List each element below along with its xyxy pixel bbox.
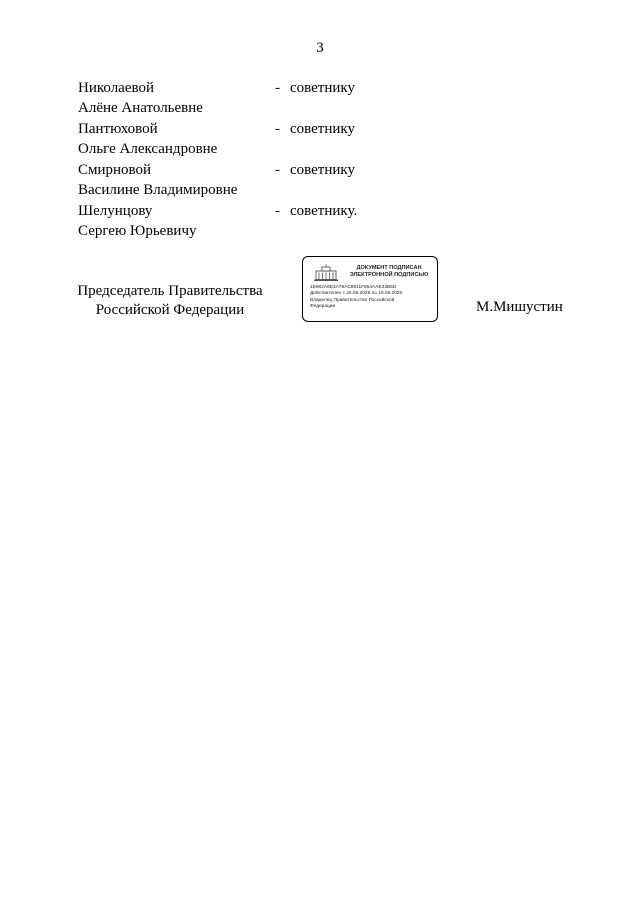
- dash: -: [275, 203, 280, 219]
- electronic-signature-stamp: [302, 256, 438, 322]
- government-building-icon: [313, 264, 339, 282]
- given-names: Ольге Александровне: [78, 141, 218, 157]
- person-name: [78, 78, 278, 118]
- position-title: советнику.: [290, 203, 358, 219]
- surname: Шелунцову: [78, 203, 153, 219]
- given-names: Сергею Юрьевичу: [78, 223, 197, 239]
- dash: -: [275, 121, 280, 137]
- signer-name: М.Мишустин: [476, 299, 563, 315]
- surname: Николаевой: [78, 80, 154, 96]
- certificate-number: 1E882A6E3A79AC9611F854AAE33B5D: [310, 285, 397, 290]
- signatory-title: [70, 282, 270, 320]
- stamp-heading-line: ЭЛЕКТРОННОЙ ПОДПИСЬЮ: [349, 272, 429, 278]
- position-title: советнику: [290, 121, 355, 137]
- stamp-details: [310, 285, 436, 311]
- certificate-owner: Владелец Правительство Российской: [310, 297, 395, 303]
- certificate-validity: Действителен с 26.06.2025 по 19.09.2026: [310, 291, 403, 297]
- surname: Пантюховой: [78, 121, 158, 137]
- surname: Смирновой: [78, 162, 152, 178]
- given-names: Алёне Анатольевне: [78, 100, 203, 116]
- person-name: [78, 119, 278, 159]
- stamp-heading-line: ДОКУМЕНТ ПОДПИСАН: [356, 265, 422, 271]
- person-name: [78, 201, 278, 241]
- stamp-heading: [343, 265, 435, 279]
- person-name: [78, 160, 278, 200]
- certificate-owner: Федерации: [310, 304, 336, 310]
- page-number: 3: [316, 40, 324, 56]
- signatory-title-line: Председатель Правительства: [77, 283, 263, 299]
- signatory-title-line: Российской Федерации: [95, 302, 245, 318]
- given-names: Василине Владимировне: [78, 182, 238, 198]
- dash: -: [275, 162, 280, 178]
- position-title: советнику: [290, 162, 355, 178]
- dash: -: [275, 80, 280, 96]
- position-title: советнику: [290, 80, 355, 96]
